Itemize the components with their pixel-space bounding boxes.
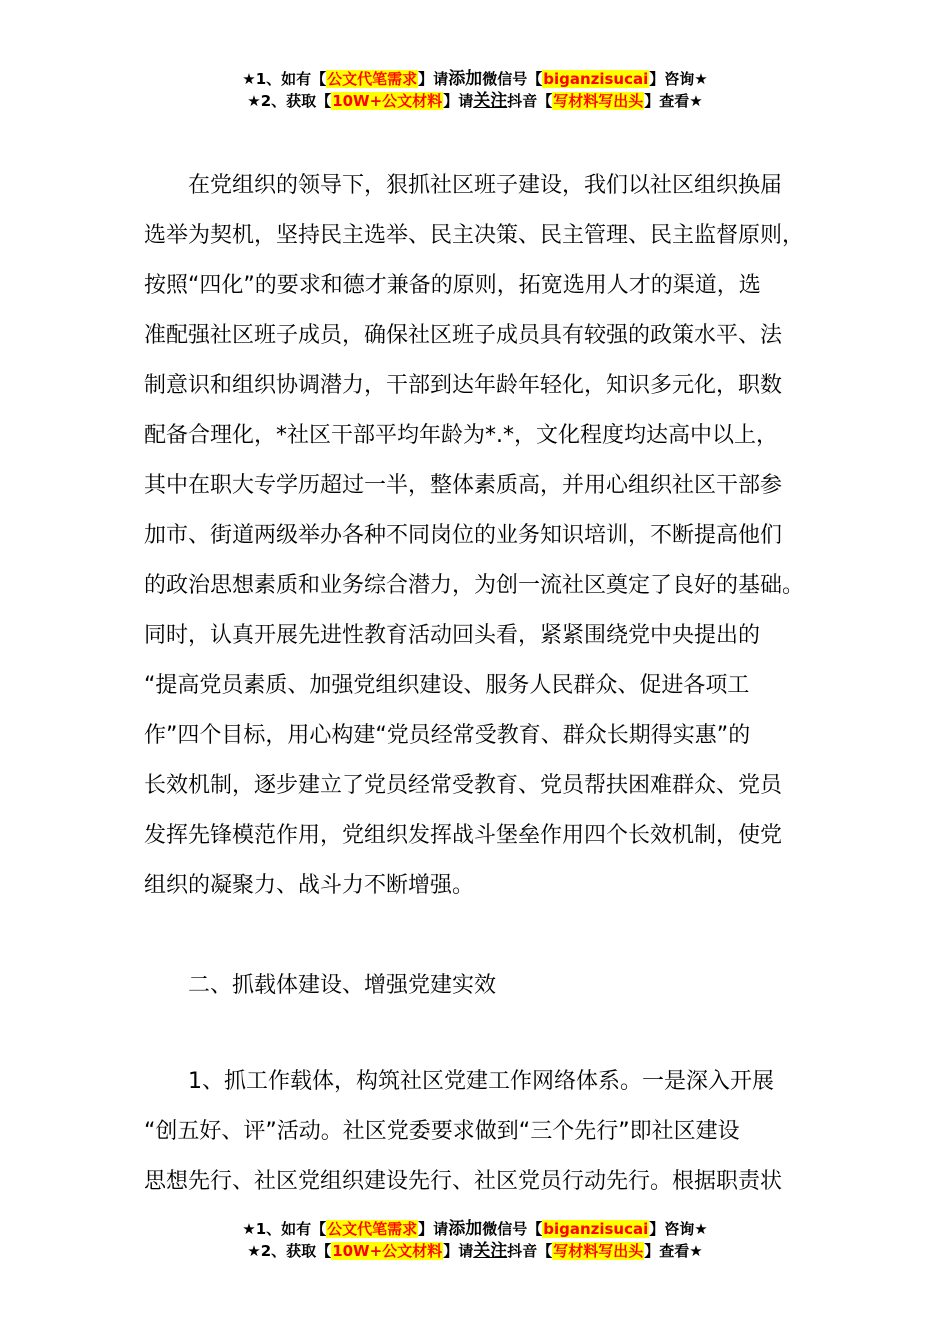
- text-line: 加市、街道两级举办各种不同岗位的业务知识培训，不断提高他们: [144, 523, 783, 548]
- banner-text: 】请: [418, 1220, 449, 1238]
- banner-text: 抖音【: [507, 92, 553, 110]
- banner-text: ★2、获取【: [247, 1242, 332, 1260]
- banner-text: ★1、如有【: [242, 70, 327, 88]
- text-line: 发挥先锋模范作用，党组织发挥战斗堡垒作用四个长效机制，使党: [144, 823, 783, 848]
- text-line: “创五好、评”活动。社区党委要求做到“三个先行”即社区建设: [144, 1119, 740, 1144]
- text-line: 1、抓工作载体，构筑社区党建工作网络体系。一是深入开展: [188, 1069, 774, 1094]
- banner-text: 】请: [443, 92, 474, 110]
- body-paragraph-1: [144, 168, 812, 918]
- body-paragraph-2: [144, 1064, 812, 1214]
- text-line: 配备合理化，*社区干部平均年龄为*.*，文化程度均达高中以上，: [144, 423, 778, 448]
- text-line: 其中在职大专学历超过一半，整体素质高，并用心组织社区干部参: [144, 473, 783, 498]
- header-banner: [0, 68, 950, 112]
- banner-emphasis: 关注: [473, 91, 508, 111]
- banner-highlight: biganzisucai: [543, 70, 649, 88]
- banner-text: 】请: [443, 1242, 474, 1260]
- banner-text: 】咨询★: [649, 1220, 708, 1238]
- banner-line-1: [0, 68, 950, 90]
- banner-text: ★1、如有【: [242, 1220, 327, 1238]
- text-line: 长效机制，逐步建立了党员经常受教育、党员帮扶困难群众、党员: [144, 773, 783, 798]
- text-line: 准配强社区班子成员，确保社区班子成员具有较强的政策水平、法: [144, 323, 783, 348]
- banner-line-1: [0, 1218, 950, 1240]
- banner-text: 微信号【: [482, 70, 543, 88]
- banner-text: 】查看★: [644, 92, 703, 110]
- banner-text: 】查看★: [644, 1242, 703, 1260]
- banner-highlight: 写材料写出头: [553, 1242, 644, 1260]
- banner-text: 微信号【: [482, 1220, 543, 1238]
- banner-emphasis: 添加: [448, 1219, 483, 1239]
- text-line: 同时，认真开展先进性教育活动回头看，紧紧围绕党中央提出的: [144, 623, 761, 648]
- text-line: 在党组织的领导下，狠抓社区班子建设，我们以社区组织换届: [188, 173, 783, 198]
- banner-highlight: 公文代笔需求: [327, 1220, 418, 1238]
- banner-highlight: 10W+公文材料: [332, 92, 443, 110]
- text-line: 思想先行、社区党组织建设先行、社区党员行动先行。根据职责状: [144, 1169, 783, 1194]
- text-line: 的政治思想素质和业务综合潜力，为创一流社区奠定了良好的基础。: [144, 573, 805, 598]
- text-line: 组织的凝聚力、战斗力不断增强。: [144, 873, 475, 898]
- text-line: 选举为契机，坚持民主选举、民主决策、民主管理、民主监督原则，: [144, 223, 805, 248]
- banner-text: 】请: [418, 70, 449, 88]
- banner-line-2: [0, 1240, 950, 1262]
- banner-highlight: biganzisucai: [543, 1220, 649, 1238]
- banner-highlight: 10W+公文材料: [332, 1242, 443, 1260]
- text-line: 制意识和组织协调潜力，干部到达年龄年轻化，知识多元化，职数: [144, 373, 783, 398]
- banner-text: 】咨询★: [649, 70, 708, 88]
- banner-emphasis: 关注: [473, 1241, 508, 1261]
- banner-highlight: 写材料写出头: [553, 92, 644, 110]
- banner-line-2: [0, 90, 950, 112]
- text-line: 作”四个目标，用心构建“党员经常受教育、群众长期得实惠”的: [144, 723, 751, 748]
- footer-banner: [0, 1218, 950, 1262]
- text-line: 按照“四化”的要求和德才兼备的原则，拓宽选用人才的渠道，选: [144, 273, 761, 298]
- section-heading: [144, 968, 812, 1018]
- text-line: “提高党员素质、加强党组织建设、服务人民群众、促进各项工: [144, 673, 750, 698]
- banner-emphasis: 添加: [448, 69, 483, 89]
- banner-text: ★2、获取【: [247, 92, 332, 110]
- banner-text: 抖音【: [507, 1242, 553, 1260]
- section-heading-text: 二、抓载体建设、增强党建实效: [188, 973, 497, 998]
- banner-highlight: 公文代笔需求: [327, 70, 418, 88]
